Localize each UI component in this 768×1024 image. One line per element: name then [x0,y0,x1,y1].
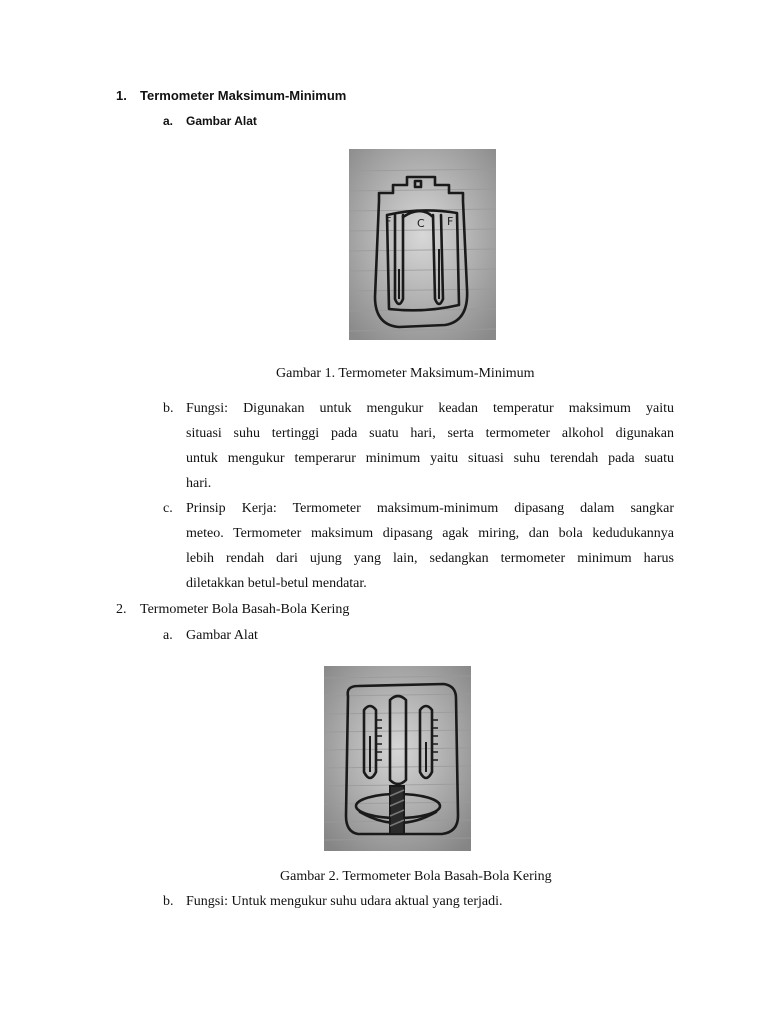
section-1-title: Termometer Maksimum-Minimum [140,88,347,103]
paragraph-line: hari. [186,476,212,491]
paragraph-line: situasi suhu tertinggi pada suatu hari, serta termometer alkohol digunakan [186,426,674,441]
section-2-item-a-label: Gambar Alat [186,628,258,643]
section-1-item-b-marker: b. [163,401,174,416]
figure-1-photo [349,149,496,340]
section-2-number: 2. [116,602,127,617]
section-1-item-b-paragraph [186,396,674,496]
figure-1-caption: Gambar 1. Termometer Maksimum-Minimum [276,366,535,381]
section-1-item-a-marker: a. [163,114,174,128]
paragraph-line: diletakkan betul-betul mendatar. [186,576,367,591]
section-2-item-a-marker: a. [163,628,173,643]
section-2-item-b-marker: b. [163,894,174,909]
section-1-item-c-paragraph [186,496,674,596]
paragraph-line: meteo. Termometer maksimum dipasang agak miring, dan bola kedudukannya [186,526,674,541]
paragraph-line: Fungsi: Digunakan untuk mengukur keadan temperatur maksimum yaitu [186,401,674,416]
section-1-item-c-marker: c. [163,501,173,516]
figure-2-drawing [324,666,471,851]
section-1-number: 1. [116,88,127,103]
paragraph-line: untuk mengukur temperarur minimum yaitu situasi suhu terendah pada suatu [186,451,674,466]
figure-2-caption: Gambar 2. Termometer Bola Basah-Bola Kering [280,869,552,884]
drawing-letter-f-right: F [447,215,454,228]
paragraph-line: Prinsip Kerja: Termometer maksimum-minimum dipasang dalam sangkar [186,501,674,516]
drawing-letter-c: C [417,217,425,230]
paragraph-line: lebih rendah dari ujung yang lain, sedangkan termometer minimum harus [186,551,674,566]
section-2-item-b-text: Fungsi: Untuk mengukur suhu udara aktual yang terjadi. [186,894,503,909]
figure-2-photo [324,666,471,851]
drawing-letter-f-left: F [385,215,392,228]
section-2-title: Termometer Bola Basah-Bola Kering [140,602,350,617]
section-1-item-a-label: Gambar Alat [186,114,257,128]
figure-1-drawing [349,149,496,340]
